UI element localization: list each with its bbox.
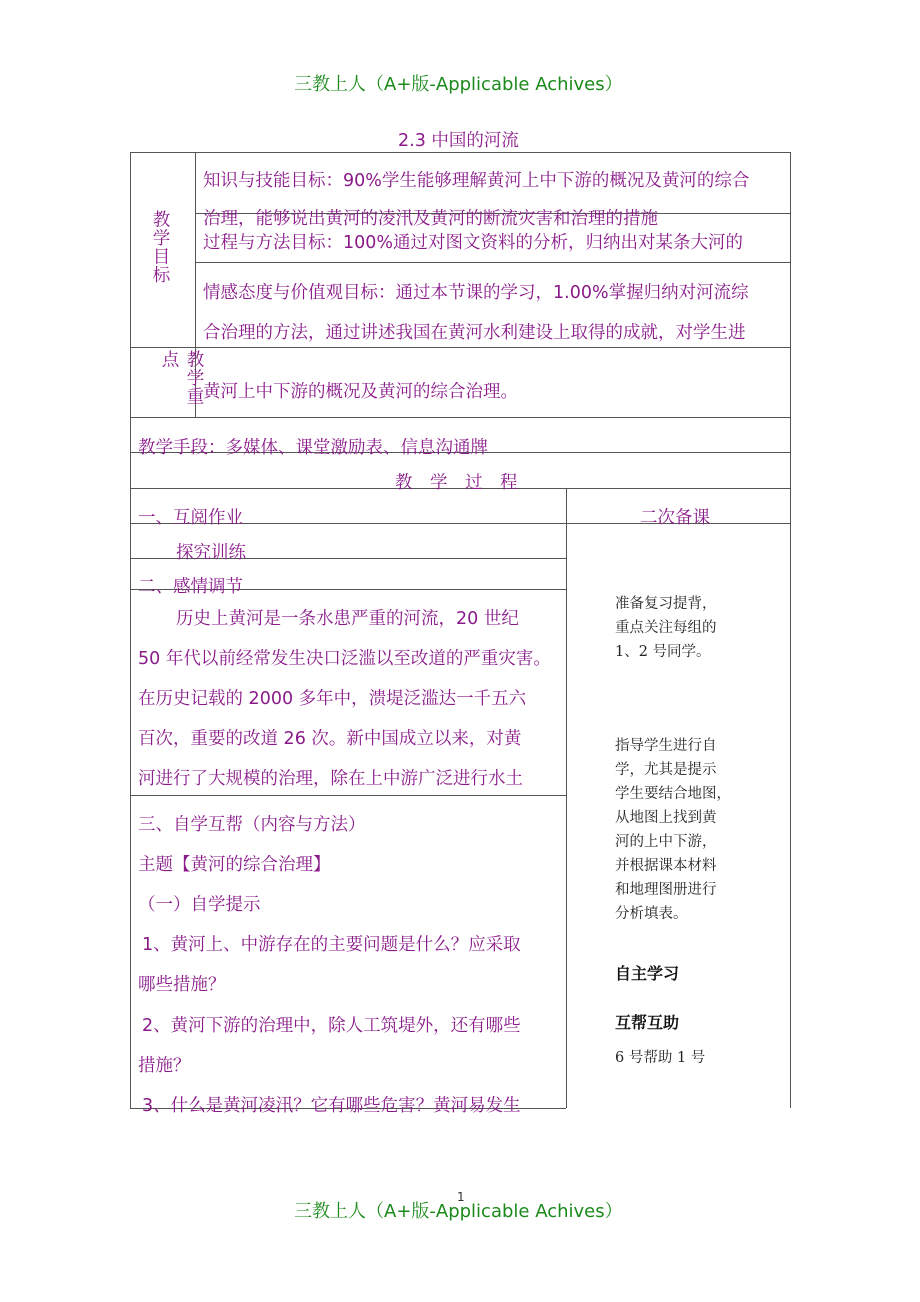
mutual-help-label: 互帮互助 bbox=[615, 1013, 680, 1032]
knowledge-objective bbox=[196, 153, 790, 229]
paragraph-line: 河进行了大规模的治理，除在上中游广泛进行水土 bbox=[138, 769, 523, 789]
note-line: 从地图上找到黄 bbox=[615, 810, 717, 826]
divider bbox=[130, 417, 790, 418]
key-point-label: 教学重点 bbox=[159, 350, 204, 406]
note-line: 和地理图册进行 bbox=[615, 882, 717, 898]
page-footer: 三教上人（A+版-Applicable Achives） bbox=[294, 1201, 623, 1222]
page-number: 1 bbox=[457, 1190, 465, 1204]
note-line: 指导学生进行自 bbox=[615, 738, 717, 754]
divider bbox=[195, 262, 790, 263]
process-objective: 过程与方法目标：100%通过对图文资料的分析，归纳出对某条大河的 bbox=[203, 233, 744, 253]
key-point-value: 黄河上中下游的概况及黄河的综合治理。 bbox=[203, 382, 518, 402]
note-line: 重点关注每组的 bbox=[615, 620, 717, 636]
hint-heading: （一）自学提示 bbox=[138, 895, 261, 915]
question-2: 2、黄河下游的治理中，除人工筑堤外，还有哪些 bbox=[142, 1016, 521, 1036]
divider bbox=[130, 347, 790, 348]
pair-note: 6 号帮助 1 号 bbox=[615, 1050, 706, 1066]
question-3-clip bbox=[131, 1085, 566, 1116]
question-1: 1、黄河上、中游存在的主要问题是什么？应采取 bbox=[142, 935, 521, 955]
teaching-means: 教学手段：多媒体、课堂激励表、信息沟通牌 bbox=[138, 438, 488, 458]
section-1: 一、互阅作业 bbox=[138, 508, 243, 528]
topic: 主题【黄河的综合治理】 bbox=[138, 855, 331, 875]
note-line: 学生要结合地图， bbox=[615, 786, 731, 802]
note-line: 准备复习提背， bbox=[615, 596, 717, 612]
page-header: 三教上人（A+版-Applicable Achives） bbox=[294, 74, 623, 95]
note-line: 并根据课本材料 bbox=[615, 858, 717, 874]
objectives-label: 教学目标 bbox=[150, 210, 170, 284]
right-column-header: 二次备课 bbox=[640, 508, 710, 528]
paragraph-line: 在历史记载的 2000 多年中，溃堤泛滥达一千五六 bbox=[138, 689, 527, 709]
objective-line: 治理，能够说出黄河的凌汛及黄河的断流灾害和治理的措施 bbox=[203, 209, 658, 229]
note-line: 分析填表。 bbox=[615, 906, 688, 922]
question-2-cont: 措施？ bbox=[138, 1056, 191, 1076]
self-study-label: 自主学习 bbox=[615, 964, 680, 983]
divider bbox=[566, 488, 567, 1108]
process-title: 教 学 过 程 bbox=[395, 473, 518, 493]
note-line: 1、2 号同学。 bbox=[615, 644, 711, 660]
divider bbox=[130, 795, 566, 796]
divider bbox=[130, 152, 131, 1108]
paragraph-line: 历史上黄河是一条水患严重的河流，20 世纪 bbox=[176, 609, 519, 629]
paragraph-line: 百次，重要的改道 26 次。新中国成立以来，对黄 bbox=[138, 729, 522, 749]
section-3: 三、自学互帮（内容与方法） bbox=[138, 815, 366, 835]
section-2: 二、感情调节 bbox=[138, 577, 243, 597]
paragraph-line: 50 年代以前经常发生决口泛滥以至改道的严重灾害。 bbox=[138, 649, 551, 669]
objective-line: 知识与技能目标：90%学生能够理解黄河上中下游的概况及黄河的综合 bbox=[203, 171, 750, 191]
page-title: 2.3 中国的河流 bbox=[398, 131, 519, 151]
note-line: 学，尤其是提示 bbox=[615, 762, 717, 778]
emotion-objective-line: 合治理的方法，通过讲述我国在黄河水利建设上取得的成就，对学生进 bbox=[203, 323, 746, 343]
question-1-cont: 哪些措施？ bbox=[138, 975, 226, 995]
emotion-objective-line: 情感态度与价值观目标：通过本节课的学习，1.00%掌握归纳对河流综 bbox=[203, 283, 749, 303]
section-1b: 探究训练 bbox=[176, 543, 246, 563]
divider bbox=[790, 152, 791, 1108]
note-line: 河的上中下游， bbox=[615, 834, 717, 850]
question-3: 3、什么是黄河凌汛？它有哪些危害？黄河易发生 bbox=[142, 1096, 521, 1116]
